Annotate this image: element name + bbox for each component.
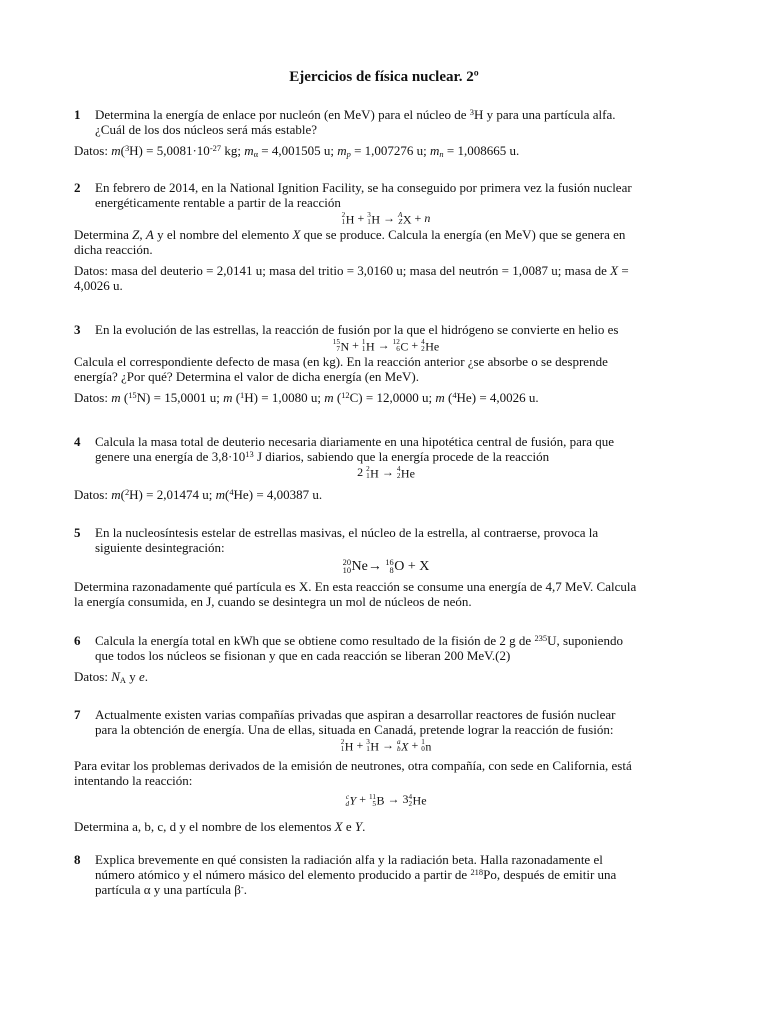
exercise-statement: En la nucleosíntesis estelar de estrellas masivas, el núcleo de la estrella, al contraerse, provoca la siguiente desintegración: — [95, 525, 599, 555]
reaction-equation-2: c d Y + 11 5 B → 3 4 2 He — [345, 792, 427, 808]
reaction-equation: 2 1 H + 3 1 H → A Z X + n — [341, 211, 431, 227]
exercise-question: Determina razonadamente qué partícula es X. En esta reacción se consume una energía de 4,7 MeV. Calcula la energía consumida, en J, cuando se desintegra un mol de núcleos de neón. — [74, 579, 637, 610]
exercise-5 — [74, 525, 698, 609]
exercise-number: 5 — [74, 525, 81, 540]
exercise-statement: Actualmente existen varias compañías privadas que aspiran a desarrollar reactores de fusión nuclear para la obtención de energía. Una de ellas, situada en Canadá, pretende lograr la reacción de fusión: — [95, 707, 616, 737]
exercise-2 — [74, 180, 698, 293]
exercise-statement: Calcula la energía total en kWh que se obtiene como resultado de la fisión de 2 g de $^{235}$U, suponiendo que todos los núcleos se fisionan y que en cada reacción se liberan 200 MeV.(2) — [95, 633, 623, 663]
exercise-statement: En febrero de 2014, en la National Ignition Facility, se ha conseguido por primera vez la fusión nuclear energéticamente rentable a partir de la reacción — [95, 180, 632, 210]
exercise-6 — [74, 633, 698, 684]
exercise-4 — [74, 434, 698, 502]
exercise-statement: Explica brevemente en qué consisten la radiación alfa y la radiación beta. Halla razonadamente el número atómico y el número másico del elemento producido a partir de $^{218}$Po, después de emitir una partícula α y una partícula β-. — [95, 852, 617, 897]
exercise-number: 8 — [74, 852, 81, 867]
exercise-number: 2 — [74, 180, 81, 195]
exercise-8 — [74, 852, 698, 897]
exercise-question: Calcula el correspondiente defecto de masa (en kg). En la reacción anterior ¿se absorbe o se desprende energía? ¿Por qué? Determina el valor de dicha energía (en MeV). — [74, 354, 608, 385]
exercise-question: Determina Z, A y el nombre del elemento X que se produce. Calcula la energía (en MeV) que se genera en dicha reacción. — [74, 227, 626, 258]
exercise-number: 3 — [74, 322, 81, 337]
exercise-data: Datos: $m(^3H) = 5,0081\cdot 10^{-27}$ kg; $m_\alpha = 4,001505$ u; $m_p = 1,007276$ u; $m_n = 1,008665$ u. — [74, 143, 520, 160]
exercise-number: 7 — [74, 707, 81, 722]
reaction-equation: 15 7 N + 1 1 H → 12 6 C + 4 2 He — [332, 338, 440, 354]
reaction-equation: 20 10 Ne→ 16 8 O + X — [342, 558, 430, 575]
exercise-3 — [74, 322, 698, 405]
exercise-statement: En la evolución de las estrellas, la reacción de fusión por la que el hidrógeno se convierte en helio es — [95, 322, 619, 337]
reaction-equation: 2 1 H + 3 1 H → a b X + 1 0 n — [340, 738, 432, 754]
exercise-question: Para evitar los problemas derivados de la emisión de neutrones, otra compañía, con sede en California, está intentando la reacción: — [74, 758, 632, 789]
exercise-number: 6 — [74, 633, 81, 648]
exercise-data: Datos: masa del deuterio = 2,0141 u; masa del tritio = 3,0160 u; masa del neutrón = 1,0087 u; masa de X = 4,0026 u. — [74, 263, 629, 294]
exercise-number: 1 — [74, 107, 81, 122]
exercise-data: Datos: $N_A$ y e. — [74, 669, 148, 686]
exercise-7 — [74, 707, 698, 834]
exercise-statement: Calcula la masa total de deuterio necesaria diariamente en una hipotética central de fusión, para que genere una energía de $3,8\cdot 10^{13}$ J diarios, sabiendo que la energía procede de la reacción — [95, 434, 615, 464]
exercise-1 — [74, 107, 698, 158]
page-title: Ejercicios de física nuclear. 2º — [289, 69, 479, 85]
exercise-statement: Determina la energía de enlace por nucleón (en MeV) para el núcleo de $^3$H y para una partícula alfa. ¿Cuál de los dos núcleos será más estable? — [95, 107, 616, 137]
reaction-equation: 2 2 1 H → 4 2 He — [357, 465, 415, 481]
exercise-data: Datos: m ($^{15}$N) = 15,0001 u; m ($^1$H) = 1,0080 u; m ($^{12}$C) = 12,0000 u; m ($^4$He) = 4,0026 u. — [74, 390, 539, 406]
exercise-number: 4 — [74, 434, 81, 449]
exercise-question-2: Determina a, b, c, d y el nombre de los elementos X e Y. — [74, 818, 366, 834]
exercise-data: Datos: m($^2$H) = 2,01474 u; m($^4$He) = 4,00387 u. — [74, 487, 323, 503]
